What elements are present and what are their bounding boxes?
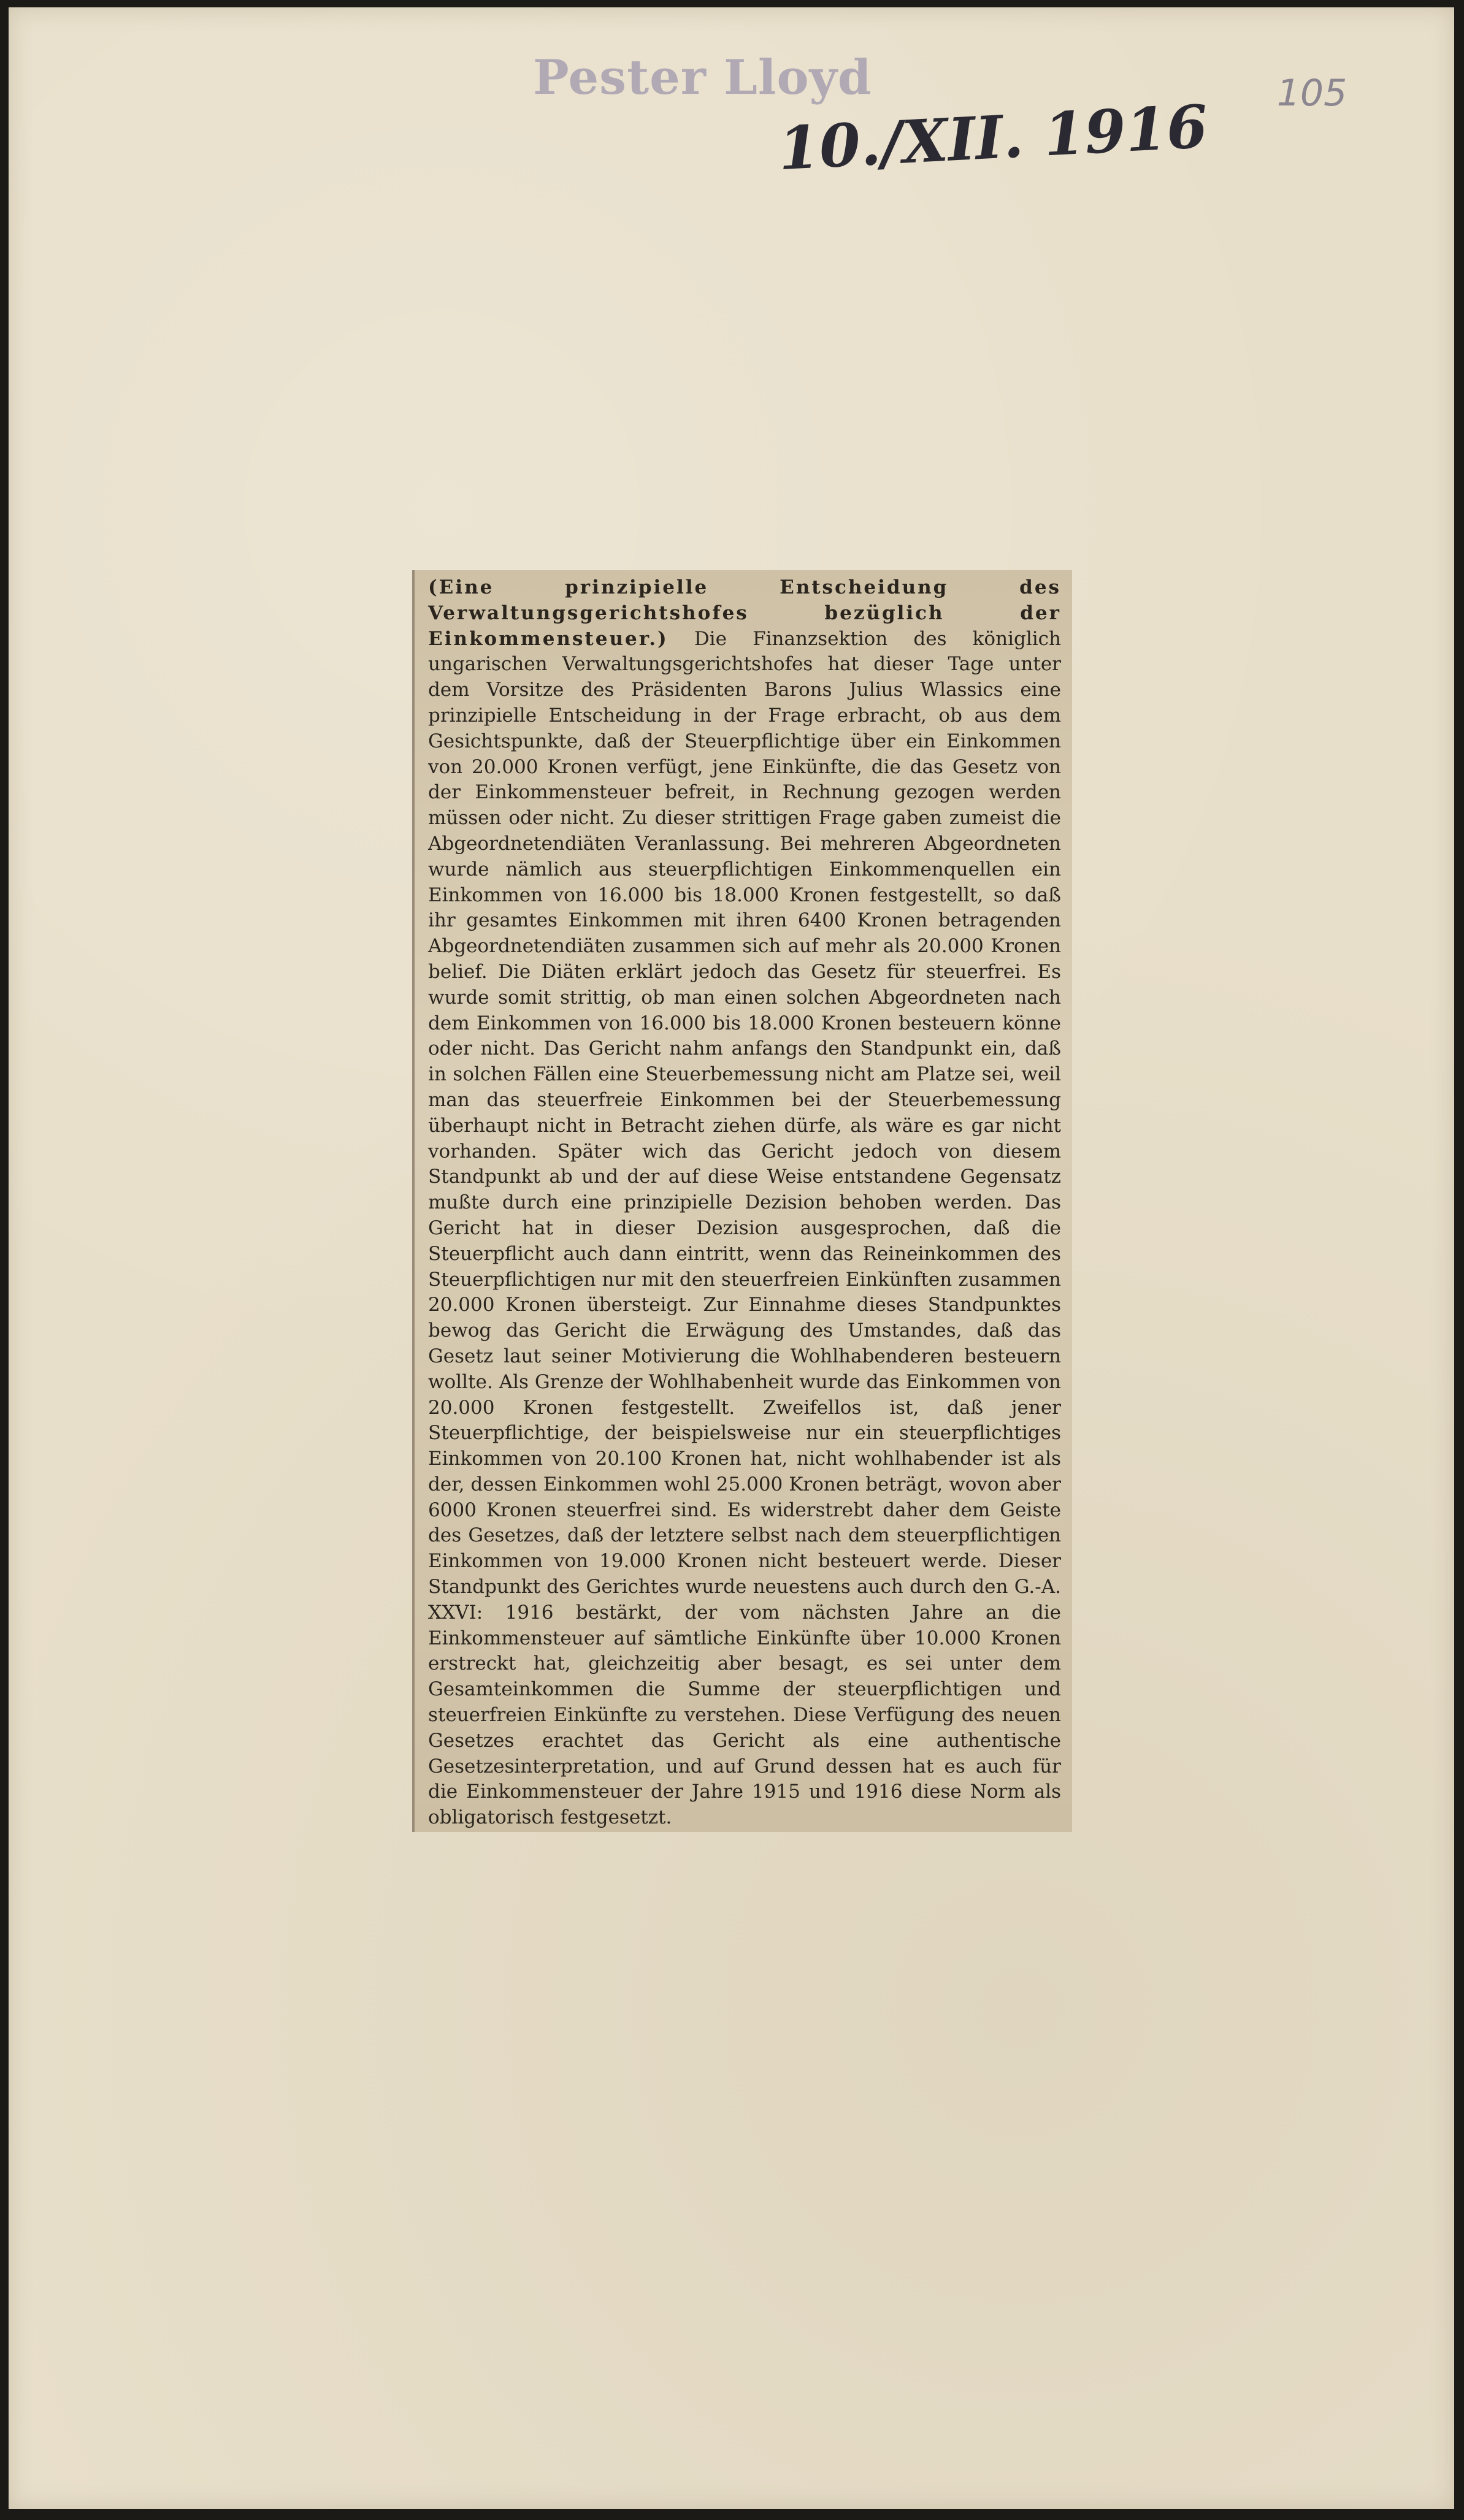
folio-number: 105 bbox=[1276, 72, 1347, 115]
archive-sheet bbox=[9, 7, 1454, 2509]
handwritten-date: 10./XII. 1916 bbox=[776, 91, 1209, 184]
newspaper-clipping bbox=[412, 570, 1072, 1832]
newspaper-name-stamp: Pester Lloyd bbox=[533, 50, 872, 105]
clipping-paragraph bbox=[428, 575, 1061, 1831]
clipping-headline: (Eine prinzipielle Entscheidung des Verwaltungsgerichtshofes bezüglich der Einkommensteuer.) bbox=[428, 576, 1061, 650]
clipping-body: Die Finanzsektion des königlich ungarischen Verwaltungsgerichtshofes hat dieser Tage unter dem Vorsitze des Präsidenten Barons Julius Wlassics eine prinzipielle Entscheidung in der Frage erbracht, ob aus dem Gesichtspunkte, daß der Steuerpflichtige über ein Einkommen von 20.000 Kronen verfügt, jene Einkünfte, die das Gesetz von der Einkommensteuer befreit, in Rechnung gezogen werden müssen oder nicht. Zu dieser strittigen Frage gaben zumeist die Abgeordnetendiäten Veranlassung. Bei mehreren Abgeordneten wurde nämlich aus steuerpflichtigen Einkommenquellen ein Einkommen von 16.000 bis 18.000 Kronen festgestellt, so daß ihr gesamtes Einkommen mit ihren 6400 Kronen betragenden Abgeordnetendiäten zusammen sich auf mehr als 20.000 Kronen belief. Die Diäten erklärt jedoch das Gesetz für steuerfrei. Es wurde somit strittig, ob man einen solchen Abgeordneten nach dem Einkommen von 16.000 bis 18.000 Kronen besteuern könne oder nicht. Das Gericht nahm anfangs den Standpunkt ein, daß in solchen Fällen eine Steuerbemessung nicht am Platze sei, weil man das steuerfreie Einkommen bei der Steuerbemessung überhaupt nicht in Betracht ziehen dürfe, als wäre es gar nicht vorhanden. Später wich das Gericht jedoch von diesem Standpunkt ab und der auf diese Weise entstandene Gegensatz mußte durch eine prinzipielle Dezision behoben werden. Das Gericht hat in dieser Dezision ausgesprochen, daß die Steuerpflicht auch dann eintritt, wenn das Reineinkommen des Steuerpflichtigen nur mit den steuerfreien Einkünften zusammen 20.000 Kronen übersteigt. Zur Einnahme dieses Standpunktes bewog das Gericht die Erwägung des Umstandes, daß das Gesetz laut seiner Motivierung die Wohlhabenderen besteuern wollte. Als Grenze der Wohlhabenheit wurde das Einkommen von 20.000 Kronen festgestellt. Zweifellos ist, daß jener Steuerpflichtige, der beispielsweise nur ein steuerpflichtiges Einkommen von 20.100 Kronen hat, nicht wohlhabender ist als der, dessen Einkommen wohl 25.000 Kronen beträgt, wovon aber 6000 Kronen steuerfrei sind. Es widerstrebt daher dem Geiste des Gesetzes, daß der letztere selbst nach dem steuerpflichtigen Einkommen von 19.000 Kronen nicht besteuert werde. Dieser Standpunkt des Gerichtes wurde neuestens auch durch den G.-A. XXVI: 1916 bestärkt, der vom nächsten Jahre an die Einkommensteuer auf sämtliche Einkünfte über 10.000 Kronen erstreckt hat, gleichzeitig aber besagt, es sei unter dem Gesamteinkommen die Summe der steuerpflichtigen und steuerfreien Einkünfte zu verstehen. Diese Verfügung des neuen Gesetzes erachtet das Gericht als eine authentische Gesetzesinterpretation, und auf Grund dessen hat es auch für die Einkommensteuer der Jahre 1915 und 1916 diese Norm als obligatorisch festgesetzt. bbox=[428, 627, 1061, 1829]
